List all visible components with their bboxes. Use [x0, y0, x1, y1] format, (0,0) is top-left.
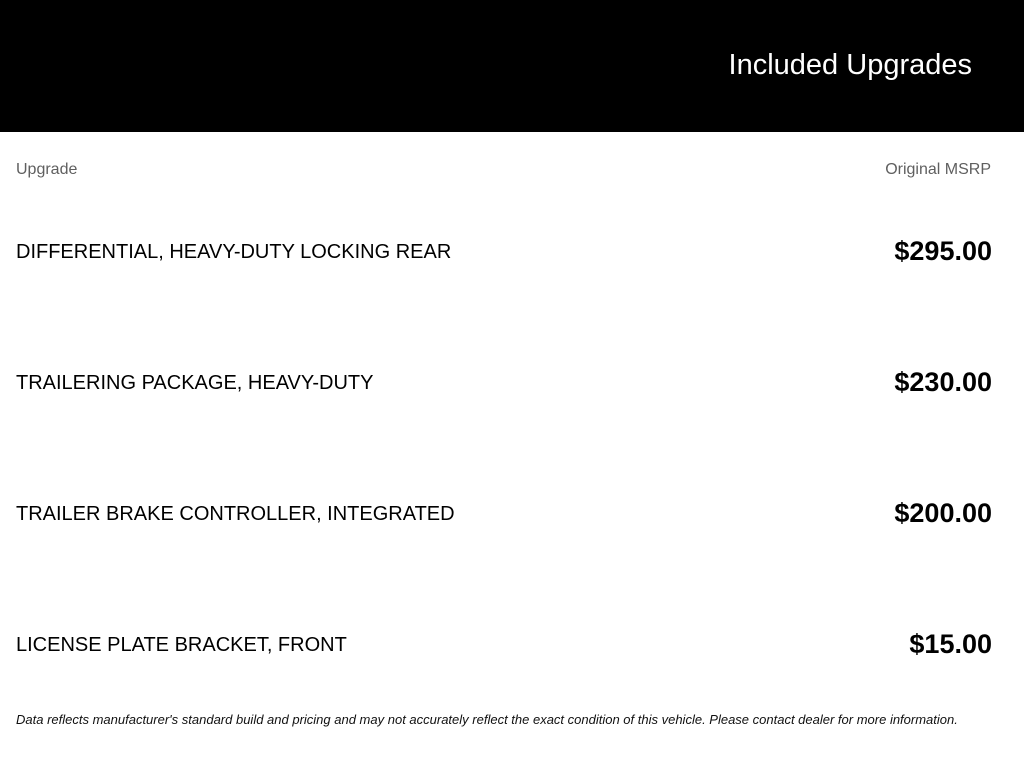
upgrade-row	[16, 625, 992, 665]
disclaimer-text: Data reflects manufacturer's standard build and pricing and may not accurately reflect the exact condition of this vehicle. Please contact dealer for more information.	[16, 712, 958, 727]
upgrade-price: $200.00	[894, 498, 992, 528]
page-header	[0, 0, 1024, 132]
upgrade-name: TRAILER BRAKE CONTROLLER, INTEGRATED	[16, 503, 455, 525]
upgrade-price: $295.00	[894, 236, 992, 266]
column-header-msrp: Original MSRP	[885, 161, 991, 178]
upgrade-name: LICENSE PLATE BRACKET, FRONT	[16, 634, 347, 656]
upgrade-name: DIFFERENTIAL, HEAVY-DUTY LOCKING REAR	[16, 241, 452, 263]
upgrade-row	[16, 232, 992, 272]
column-header-upgrade: Upgrade	[16, 161, 78, 178]
upgrade-name: TRAILERING PACKAGE, HEAVY-DUTY	[16, 372, 374, 394]
upgrade-price: $15.00	[909, 629, 992, 659]
upgrade-row	[16, 494, 992, 534]
page-title: Included Upgrades	[728, 49, 972, 81]
upgrade-row	[16, 363, 992, 403]
upgrade-price: $230.00	[894, 367, 992, 397]
